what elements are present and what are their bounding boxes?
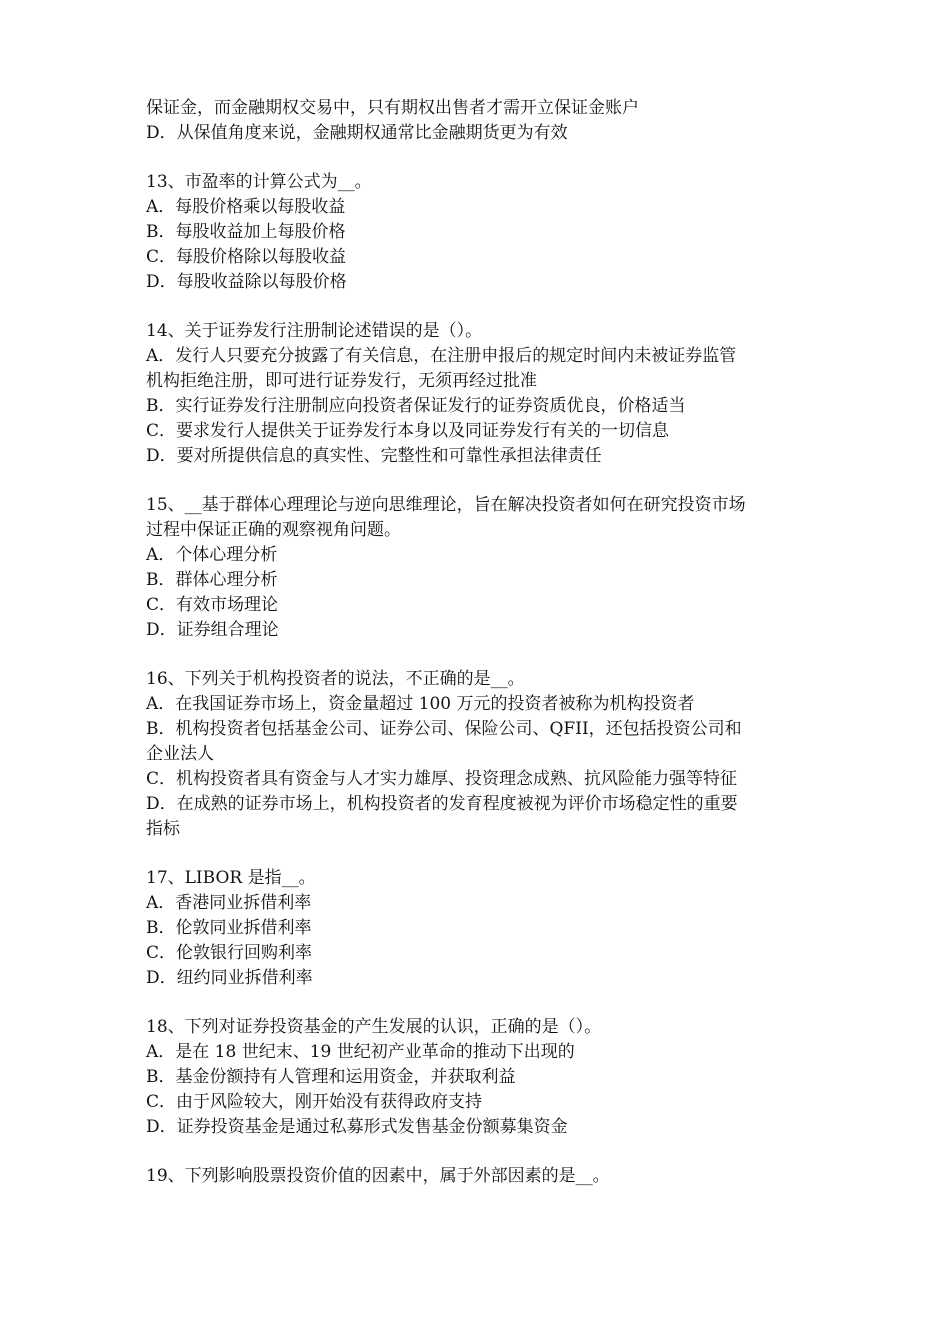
answer-option-line: C．有效市场理论	[146, 595, 279, 615]
question-stem: 17、LIBOR 是指__。	[146, 868, 316, 888]
question-block	[146, 866, 826, 991]
continuation-line: 保证金，而金融期权交易中，只有期权出售者才需开立保证金账户	[146, 98, 639, 118]
answer-option	[146, 593, 826, 618]
answer-option-line: D．证券组合理论	[146, 620, 279, 640]
answer-option	[146, 1065, 826, 1090]
answer-option-line: D．纽约同业拆借利率	[146, 968, 313, 988]
answer-option-line: C．由于风险较大，刚开始没有获得政府支持	[146, 1092, 483, 1112]
answer-option-line: 企业法人	[146, 744, 214, 764]
answer-option-line: A．每股价格乘以每股收益	[146, 197, 346, 217]
answer-option	[146, 1090, 826, 1115]
answer-option-line: A．在我国证券市场上，资金量超过 100 万元的投资者被称为机构投资者	[146, 694, 695, 714]
question-block	[146, 667, 826, 842]
answer-option-line: D．要对所提供信息的真实性、完整性和可靠性承担法律责任	[146, 446, 602, 466]
question-spacer	[146, 842, 826, 866]
answer-option-line: 指标	[146, 819, 180, 839]
answer-option	[146, 941, 826, 966]
answer-option-line: C．机构投资者具有资金与人才实力雄厚、投资理念成熟、抗风险能力强等特征	[146, 769, 738, 789]
question-stem: 过程中保证正确的观察视角问题。	[146, 520, 401, 540]
document-page	[146, 96, 826, 1189]
answer-option	[146, 692, 826, 717]
answer-option	[146, 717, 826, 767]
answer-option	[146, 1040, 826, 1065]
question-block	[146, 319, 826, 469]
answer-option-line: B．机构投资者包括基金公司、证券公司、保险公司、QFII，还包括投资公司和	[146, 719, 742, 739]
answer-option-line: A．是在 18 世纪末、19 世纪初产业革命的推动下出现的	[146, 1042, 575, 1062]
answer-option	[146, 966, 826, 991]
question-block	[146, 1164, 826, 1189]
answer-option	[146, 419, 826, 444]
question-stem: 15、__基于群体心理理论与逆向思维理论，旨在解决投资者如何在研究投资市场	[146, 495, 746, 515]
answer-option-line: B．伦敦同业拆借利率	[146, 918, 312, 938]
answer-option	[146, 568, 826, 593]
answer-option-line: A．香港同业拆借利率	[146, 893, 312, 913]
answer-option-line: A．发行人只要充分披露了有关信息，在注册申报后的规定时间内未被证券监管	[146, 346, 737, 366]
question-stem: 14、关于证券发行注册制论述错误的是（）。	[146, 321, 483, 341]
question-stem: 18、下列对证券投资基金的产生发展的认识，正确的是（）。	[146, 1017, 602, 1037]
answer-option	[146, 1115, 826, 1140]
question-spacer	[146, 1140, 826, 1164]
answer-option	[146, 891, 826, 916]
answer-option	[146, 767, 826, 792]
question-spacer	[146, 146, 826, 170]
answer-option-line: C．每股价格除以每股收益	[146, 247, 347, 267]
question-spacer	[146, 643, 826, 667]
answer-option	[146, 344, 826, 394]
answer-option-line: 机构拒绝注册，即可进行证券发行，无须再经过批准	[146, 371, 537, 391]
answer-option	[146, 220, 826, 245]
question-spacer	[146, 295, 826, 319]
answer-option	[146, 444, 826, 469]
answer-option-line: D．在成熟的证券市场上，机构投资者的发育程度被视为评价市场稳定性的重要	[146, 794, 738, 814]
answer-option-line: B．每股收益加上每股价格	[146, 222, 346, 242]
question-spacer	[146, 469, 826, 493]
answer-option-line: B．基金份额持有人管理和运用资金，并获取利益	[146, 1067, 516, 1087]
question-stem: 19、下列影响股票投资价值的因素中，属于外部因素的是__。	[146, 1166, 610, 1186]
answer-option	[146, 270, 826, 295]
answer-option	[146, 916, 826, 941]
answer-option	[146, 394, 826, 419]
question-block	[146, 1015, 826, 1140]
answer-option-line: B．实行证券发行注册制应向投资者保证发行的证券资质优良，价格适当	[146, 396, 686, 416]
continuation-block	[146, 96, 826, 146]
answer-option	[146, 543, 826, 568]
question-stem: 16、下列关于机构投资者的说法，不正确的是__。	[146, 669, 525, 689]
question-block	[146, 493, 826, 643]
answer-option	[146, 195, 826, 220]
answer-option	[146, 618, 826, 643]
answer-option-line: C．要求发行人提供关于证券发行本身以及同证券发行有关的一切信息	[146, 421, 670, 441]
answer-option-line: B．群体心理分析	[146, 570, 278, 590]
answer-option-line: D．证券投资基金是通过私募形式发售基金份额募集资金	[146, 1117, 568, 1137]
question-block	[146, 170, 826, 295]
answer-option-line: C．伦敦银行回购利率	[146, 943, 313, 963]
answer-option-line: D．每股收益除以每股价格	[146, 272, 347, 292]
question-stem: 13、市盈率的计算公式为__。	[146, 172, 372, 192]
answer-option-line: A．个体心理分析	[146, 545, 278, 565]
answer-option	[146, 792, 826, 842]
continuation-line: D．从保值角度来说，金融期权通常比金融期货更为有效	[146, 123, 568, 143]
question-spacer	[146, 991, 826, 1015]
answer-option	[146, 245, 826, 270]
